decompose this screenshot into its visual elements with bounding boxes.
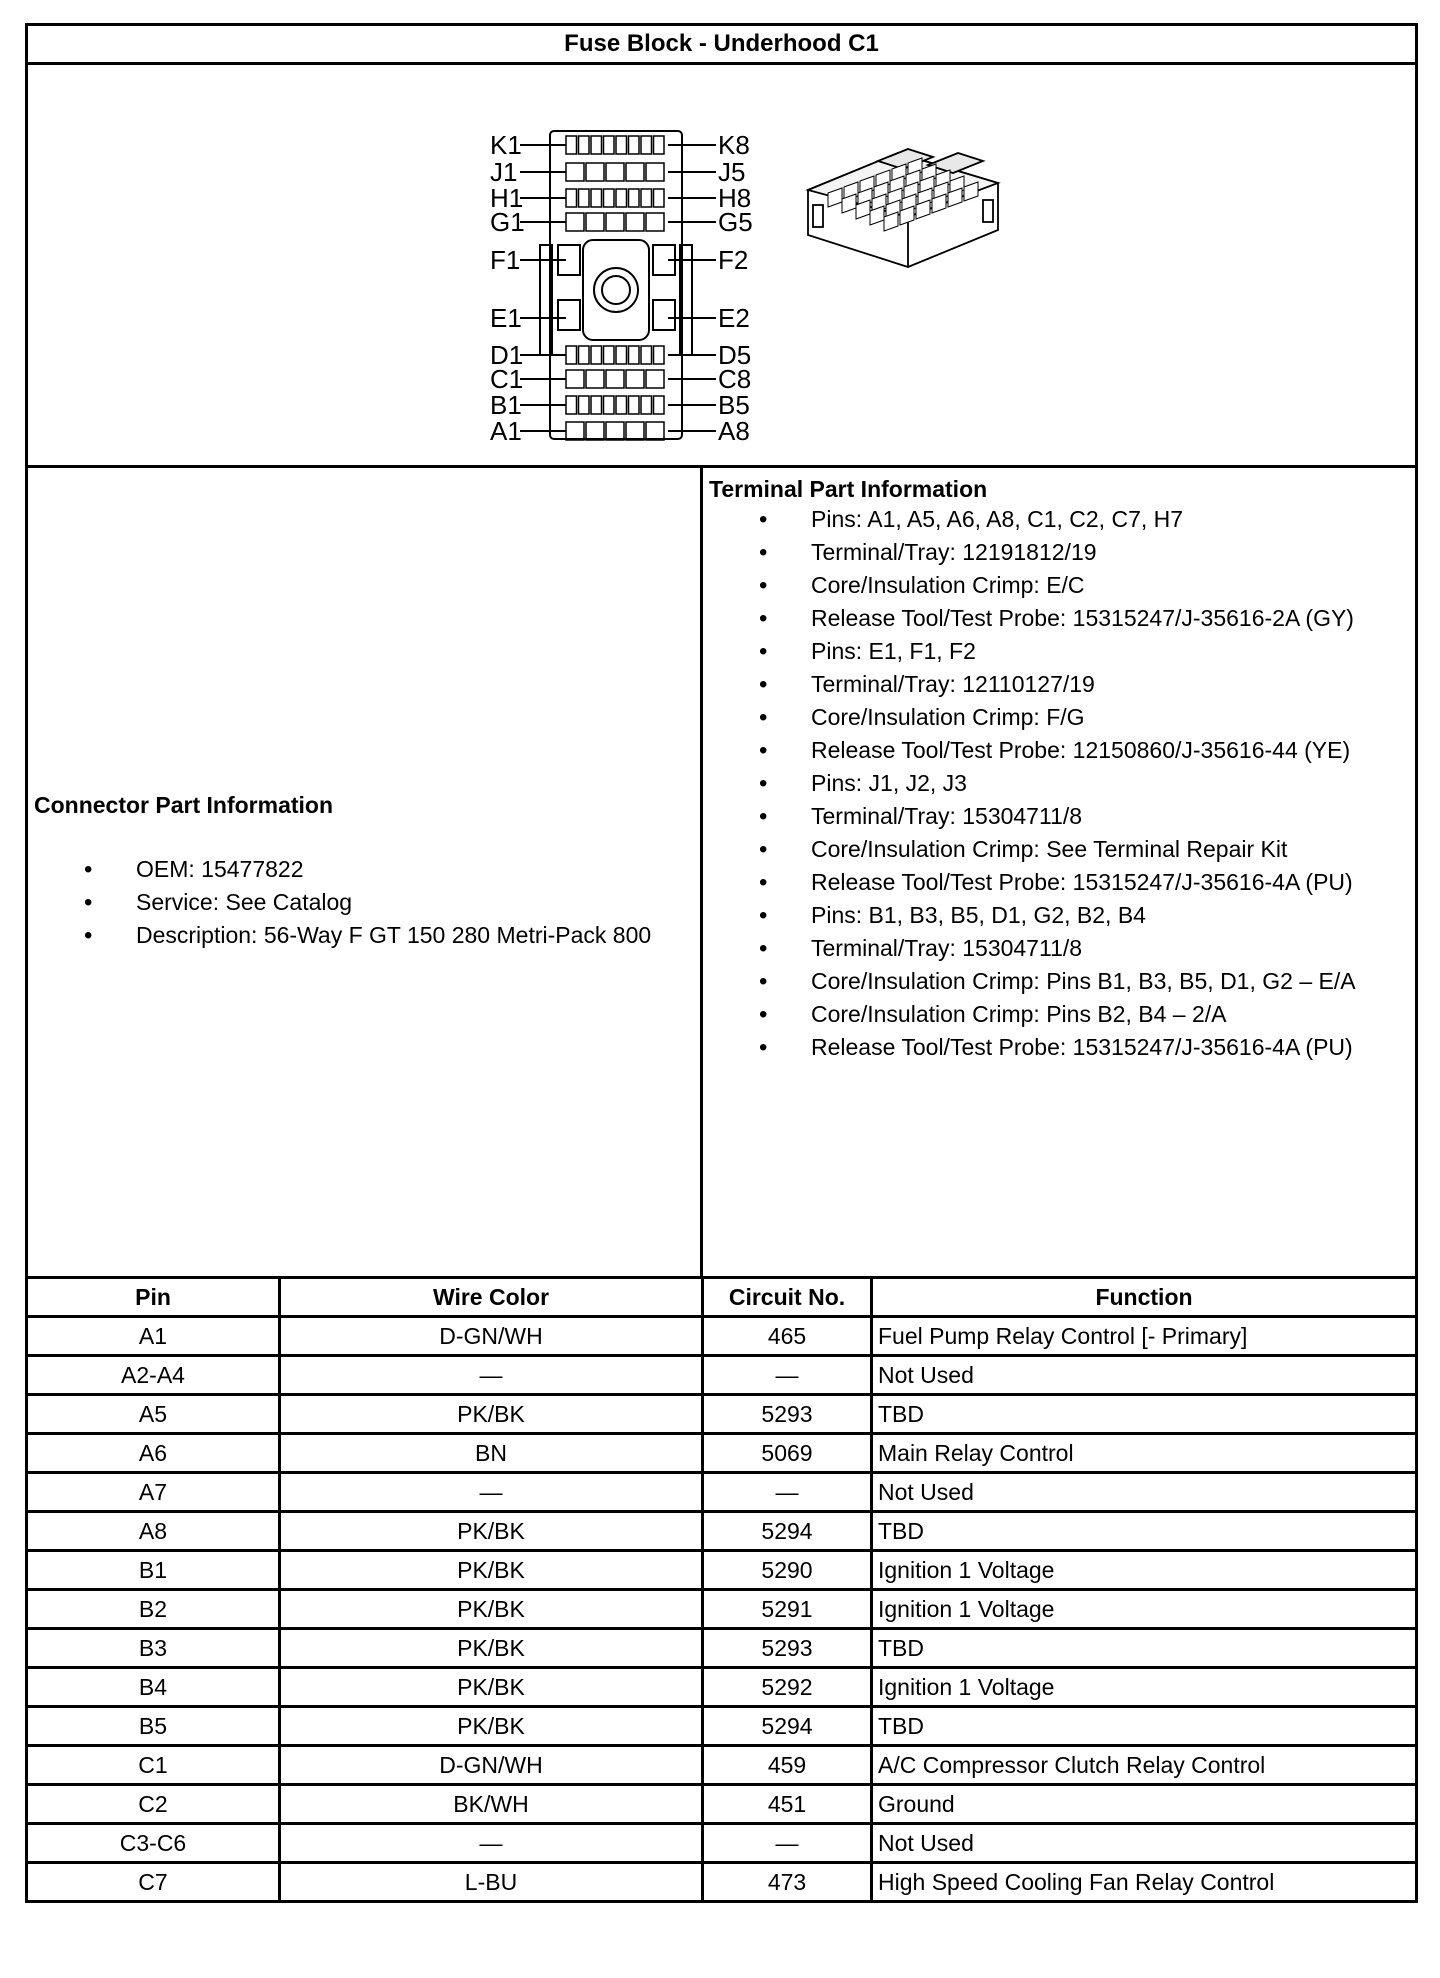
list-item: • Terminal/Tray: 15304711/8 [709, 932, 1415, 965]
large-terminal-cavity [653, 300, 675, 330]
terminal-cavity [646, 370, 664, 388]
pin-label-left: J1 [490, 157, 518, 187]
pin-label-right: J5 [718, 157, 746, 187]
terminal-cavity [616, 189, 627, 207]
pin-label-right: G5 [718, 207, 753, 237]
terminal-cavity [629, 396, 640, 414]
pin-cell: A1 [27, 1317, 280, 1356]
page-title: Fuse Block - Underhood C1 [27, 25, 1417, 64]
pin-label-right: A8 [718, 416, 750, 446]
function-cell: Not Used [872, 1473, 1417, 1512]
function-cell: TBD [872, 1512, 1417, 1551]
terminal-cavity [591, 189, 602, 207]
terminal-cavity [606, 163, 624, 181]
pin-cell: B3 [27, 1629, 280, 1668]
table-row [27, 1746, 1417, 1785]
terminal-cavity [616, 396, 627, 414]
function-cell: Fuel Pump Relay Control [- Primary] [872, 1317, 1417, 1356]
wire-color-cell: PK/BK [280, 1707, 703, 1746]
function-cell: TBD [872, 1707, 1417, 1746]
terminal-cavity [586, 422, 604, 440]
list-item: • Service: See Catalog [34, 886, 700, 919]
list-item: • Release Tool/Test Probe: 12150860/J-35616-44 (YE) [709, 734, 1415, 767]
circuit-cell: 5291 [703, 1590, 872, 1629]
terminal-cavity [604, 346, 615, 364]
list-item: • Pins: A1, A5, A6, A8, C1, C2, C7, H7 [709, 503, 1415, 536]
pin-label-left: B1 [490, 390, 522, 420]
center-bolt-inner [602, 276, 630, 304]
terminal-cavity [579, 136, 590, 154]
function-cell: High Speed Cooling Fan Relay Control [872, 1863, 1417, 1902]
wire-color-cell: BK/WH [280, 1785, 703, 1824]
terminal-cavity [586, 163, 604, 181]
terminal-cavity [566, 346, 577, 364]
table-row [27, 1824, 1417, 1863]
list-item: • Description: 56-Way F GT 150 280 Metri-Pack 800 [34, 919, 700, 952]
wire-color-cell: PK/BK [280, 1629, 703, 1668]
function-cell: Ignition 1 Voltage [872, 1551, 1417, 1590]
circuit-cell: 5293 [703, 1395, 872, 1434]
wire-color-cell: PK/BK [280, 1512, 703, 1551]
pin-cell: B5 [27, 1707, 280, 1746]
pin-label-right: D5 [718, 340, 752, 370]
circuit-cell: — [703, 1824, 872, 1863]
wire-color-cell: L-BU [280, 1863, 703, 1902]
wire-color-cell: D-GN/WH [280, 1746, 703, 1785]
terminal-cavity [629, 136, 640, 154]
list-item: • Core/Insulation Crimp: E/C [709, 569, 1415, 602]
pin-cell: C1 [27, 1746, 280, 1785]
function-cell: TBD [872, 1395, 1417, 1434]
pin-cell: A8 [27, 1512, 280, 1551]
table-row [27, 1668, 1417, 1707]
pin-cell: C2 [27, 1785, 280, 1824]
terminal-group-4 [709, 899, 1415, 1064]
list-item: • Core/Insulation Crimp: Pins B2, B4 – 2/A [709, 998, 1415, 1031]
terminal-cavity [616, 136, 627, 154]
terminal-cavity [646, 213, 664, 231]
circuit-cell: 5069 [703, 1434, 872, 1473]
terminal-cavity [586, 213, 604, 231]
table-row [27, 1590, 1417, 1629]
table-row [27, 1863, 1417, 1902]
connector-diagram-cell [27, 64, 1417, 467]
function-cell: Ground [872, 1785, 1417, 1824]
pin-table [25, 1276, 1418, 1903]
list-item: • Release Tool/Test Probe: 15315247/J-35616-4A (PU) [709, 866, 1415, 899]
terminal-cavity [654, 396, 665, 414]
circuit-cell: 5293 [703, 1629, 872, 1668]
pin-cell: B1 [27, 1551, 280, 1590]
terminal-cavity [629, 346, 640, 364]
function-cell: TBD [872, 1629, 1417, 1668]
function-cell: Not Used [872, 1824, 1417, 1863]
list-item: • Pins: B1, B3, B5, D1, G2, B2, B4 [709, 899, 1415, 932]
pin-label-right: H8 [718, 183, 752, 213]
wire-color-cell: PK/BK [280, 1395, 703, 1434]
terminal-cavity [566, 189, 577, 207]
pin-cell: A2-A4 [27, 1356, 280, 1395]
table-row [27, 1629, 1417, 1668]
wire-color-cell: PK/BK [280, 1551, 703, 1590]
list-item: • Pins: J1, J2, J3 [709, 767, 1415, 800]
terminal-cavity [616, 346, 627, 364]
connector-3d-view [808, 149, 998, 267]
function-cell: Ignition 1 Voltage [872, 1668, 1417, 1707]
table-row [27, 1317, 1417, 1356]
circuit-cell: 465 [703, 1317, 872, 1356]
pin-table-header [27, 1278, 1417, 1317]
table-row [27, 1512, 1417, 1551]
list-item: • Release Tool/Test Probe: 15315247/J-35616-4A (PU) [709, 1031, 1415, 1064]
pin-label-left: F1 [490, 245, 521, 275]
terminal-cavity [566, 370, 584, 388]
circuit-cell: 5292 [703, 1668, 872, 1707]
terminal-cavity [641, 396, 652, 414]
terminal-cavity [566, 163, 584, 181]
terminal-cavity [566, 396, 577, 414]
table-row [27, 1707, 1417, 1746]
terminal-cavity [579, 346, 590, 364]
circuit-cell: 5294 [703, 1707, 872, 1746]
terminal-cavity [641, 346, 652, 364]
terminal-cavity [604, 396, 615, 414]
pin-label-right: F2 [718, 245, 749, 275]
terminal-cavity [591, 136, 602, 154]
pin-label-left: D1 [490, 340, 524, 370]
list-item: • Core/Insulation Crimp: Pins B1, B3, B5, D1, G2 – E/A [709, 965, 1415, 998]
pin-label-right: K8 [718, 130, 750, 160]
connector-info-title: Connector Part Information [34, 792, 334, 818]
function-cell: Main Relay Control [872, 1434, 1417, 1473]
connector-face-diagram [28, 65, 1412, 465]
circuit-cell: — [703, 1473, 872, 1512]
terminal-group-1 [709, 503, 1415, 635]
pin-label-right: B5 [718, 390, 750, 420]
terminal-cavity [654, 189, 665, 207]
pin-label-right: E2 [718, 303, 750, 333]
terminal-cavity [641, 189, 652, 207]
wire-color-cell: BN [280, 1434, 703, 1473]
wire-color-cell: — [280, 1473, 703, 1512]
wire-color-cell: — [280, 1824, 703, 1863]
terminal-cavity [586, 370, 604, 388]
connector-housing [550, 131, 682, 439]
terminal-cavity [591, 346, 602, 364]
terminal-cavity [654, 346, 665, 364]
pin-cell: C7 [27, 1863, 280, 1902]
terminal-cavity [626, 422, 644, 440]
wire-color-cell: D-GN/WH [280, 1317, 703, 1356]
terminal-cavity [579, 396, 590, 414]
circuit-cell: 459 [703, 1746, 872, 1785]
circuit-cell: — [703, 1356, 872, 1395]
connector-sheet [25, 23, 1415, 1903]
terminal-cavity [606, 213, 624, 231]
terminal-cavity [566, 213, 584, 231]
table-row [27, 1356, 1417, 1395]
header-function: Function [872, 1278, 1417, 1317]
terminal-cavity [641, 136, 652, 154]
connector-info-cell [27, 467, 702, 1278]
pin-cell: B4 [27, 1668, 280, 1707]
wire-color-cell: PK/BK [280, 1668, 703, 1707]
center-bolt [594, 268, 638, 312]
terminal-cavity [579, 189, 590, 207]
terminal-cavity [604, 136, 615, 154]
terminal-cavity [606, 422, 624, 440]
connector-info-list [34, 853, 700, 952]
pin-cell: A6 [27, 1434, 280, 1473]
terminal-cavity [626, 213, 644, 231]
terminal-cavity [566, 136, 577, 154]
terminal-cavity [566, 422, 584, 440]
list-item: • Core/Insulation Crimp: F/G [709, 701, 1415, 734]
circuit-cell: 473 [703, 1863, 872, 1902]
function-cell: A/C Compressor Clutch Relay Control [872, 1746, 1417, 1785]
list-item: • Terminal/Tray: 12191812/19 [709, 536, 1415, 569]
pin-label-left: K1 [490, 130, 522, 160]
circuit-cell: 5290 [703, 1551, 872, 1590]
table-row [27, 1473, 1417, 1512]
pin-label-left: H1 [490, 183, 524, 213]
table-row [27, 1785, 1417, 1824]
terminal-group-3 [709, 767, 1415, 899]
table-row [27, 1551, 1417, 1590]
terminal-cavity [626, 370, 644, 388]
pin-cell: B2 [27, 1590, 280, 1629]
header-circuit-no: Circuit No. [703, 1278, 872, 1317]
list-item: • Pins: E1, F1, F2 [709, 635, 1415, 668]
pin-cell: C3-C6 [27, 1824, 280, 1863]
terminal-group-2 [709, 635, 1415, 767]
table-row [27, 1395, 1417, 1434]
header-table [25, 23, 1418, 1279]
terminal-cavity [604, 189, 615, 207]
header-pin: Pin [27, 1278, 280, 1317]
list-item: • Core/Insulation Crimp: See Terminal Repair Kit [709, 833, 1415, 866]
wire-color-cell: — [280, 1356, 703, 1395]
terminal-cavity [626, 163, 644, 181]
header-wire-color: Wire Color [280, 1278, 703, 1317]
terminal-cavity [606, 370, 624, 388]
pin-cell: A7 [27, 1473, 280, 1512]
pin-label-left: A1 [490, 416, 522, 446]
terminal-cavity [646, 422, 664, 440]
pin-label-left: G1 [490, 207, 525, 237]
terminal-info-title: Terminal Part Information [709, 476, 988, 502]
terminal-cavity [654, 136, 665, 154]
list-item: • OEM: 15477822 [34, 853, 700, 886]
table-row [27, 1434, 1417, 1473]
large-terminal-cavity [558, 300, 580, 330]
terminal-cavity [646, 163, 664, 181]
function-cell: Not Used [872, 1356, 1417, 1395]
pin-label-left: E1 [490, 303, 522, 333]
terminal-info-cell [702, 467, 1417, 1278]
terminal-cavity [591, 396, 602, 414]
list-item: • Terminal/Tray: 15304711/8 [709, 800, 1415, 833]
pin-cell: A5 [27, 1395, 280, 1434]
function-cell: Ignition 1 Voltage [872, 1590, 1417, 1629]
circuit-cell: 5294 [703, 1512, 872, 1551]
circuit-cell: 451 [703, 1785, 872, 1824]
list-item: • Terminal/Tray: 12110127/19 [709, 668, 1415, 701]
wire-color-cell: PK/BK [280, 1590, 703, 1629]
center-cavity [583, 240, 649, 340]
pin-label-left: C1 [490, 364, 524, 394]
pin-label-right: C8 [718, 364, 752, 394]
terminal-cavity [629, 189, 640, 207]
list-item: • Release Tool/Test Probe: 15315247/J-35616-2A (GY) [709, 602, 1415, 635]
